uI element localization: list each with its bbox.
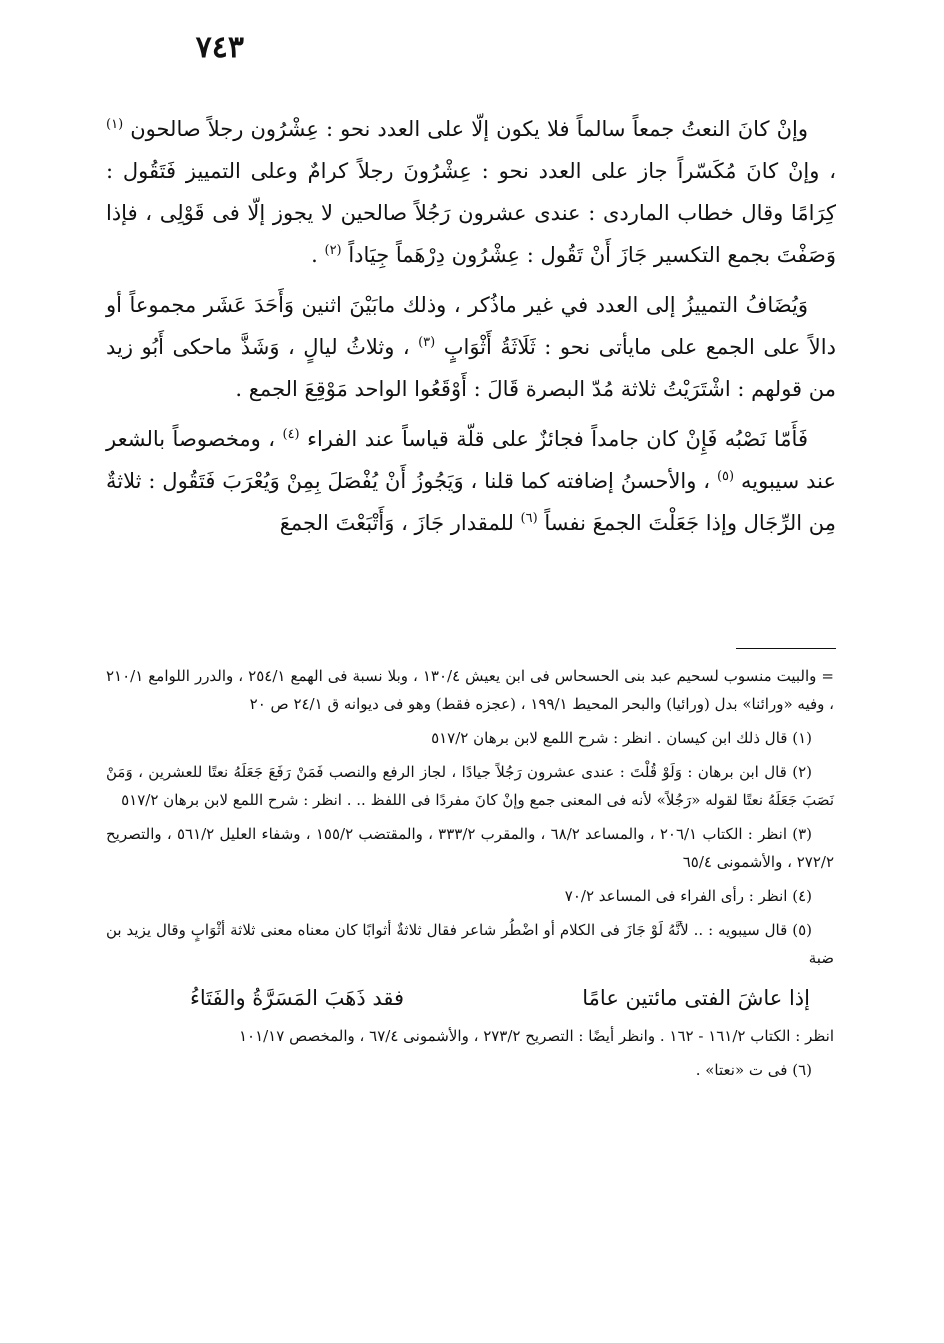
footnote-continuation: = والبيت منسوب لسحيم عبد بنى الحسحاس فى ابن يعيش ١٣٠/٤ ، وبلا نسبة فى الهمع ٢٥٤/١ ، والدرر اللوامع ٢١٠/١ ، وفيه «ورائنا» بدل (ورائيا) والبحر المحيط ١٩٩/١ ، (عجزه فقط) وهو فى ديوانه ق ٢٤/١ ص ٢٠	[106, 667, 834, 713]
paragraph-3-text-cont2: ، والأحسنُ إضافته كما قلنا ، وَيَجُوزُ أَنْ يُفْصَلَ بِمِنْ وَيُعْرَبَ فَتَقُول : ثلاثةٌ مِن الرِّجَال وإذا جَعَلْتَ الجمعَ نفساً	[106, 469, 836, 535]
footnote-ref-2: (٢)	[324, 243, 342, 258]
poetry-verse	[190, 978, 810, 1018]
verse-second-hemistich: فقد ذَهَبَ المَسَرَّةُ والفَتَاءُ	[190, 986, 405, 1010]
footnote-ref-3: (٣)	[418, 335, 436, 350]
verse-first-hemistich: إذا عاشَ الفتى مائتين عامًا	[582, 986, 810, 1010]
paragraph-3-text-cont: ، ومخصوصاً بالشعر عند سيبويه	[106, 427, 836, 493]
paragraph-1-text: وإنْ كانَ النعتُ جمعاً سالماً فلا يكون إلّا على العدد نحو : عِشْرُون رجلاً صالحون	[130, 117, 808, 141]
footnote-ref-1: (١)	[106, 117, 124, 132]
paragraph-1	[106, 108, 836, 276]
paragraph-3-text-cont3: للمقدار جَازَ ، وَأَتْبَعْتَ الجمعَ	[279, 511, 514, 535]
paragraph-2	[106, 284, 836, 410]
footnote-2: (٢) قال ابن برهان : وَلَوْ قُلْتَ : عندى عشرون رَجُلاً جيادًا ، لجاز الرفع والنصب فَمَنْ رَفَعَ جَعَلَهُ نعتًا للعشرين ، وَمَنْ نَصَبَ جَعَلَهُ نعتًا لقوله «رَجُلاً» لأنه فى المعنى جمع وإنْ كانَ مفردًا فى اللفظ .. . انظر : شرح اللمع لابن برهان ٥١٧/٢	[106, 763, 834, 809]
paragraph-2-text: وَيُضَافُ التمييزُ إلى العدد في غير ماذُكر ، وذلك مابَيْنَ اثنين وَأَحَدَ عَشَر مجموعاً أو دالاً على الجمع على مايأتى نحو : ثَلَاثَةُ أَثْوَابٍ	[106, 293, 836, 359]
footnote-5: (٥) قال سيبويه : .. لأنَّهُ لَوْ جَازَ فى الكلام أو اضْطُر شاعر فقال ثلاثةٌ أثوابًا كان معناه معنى ثلاثة أثْوَابٍ وقال يزيد بن ضبة	[106, 921, 834, 967]
footnote-3: (٣) انظر : الكتاب ٢٠٦/١ ، والمساعد ٦٨/٢ ، والمقرب ٣٣٣/٢ ، والمقتضب ١٥٥/٢ ، وشفاء العليل ٥٦١/٢ ، والتصريح ٢٧٢/٢ ، والأشمونى ٦٥/٤	[106, 825, 834, 871]
footnote-5-sources: انظر : الكتاب ١٦١/٢ - ١٦٢ . وانظر أيضًا : التصريح ٢٧٣/٢ ، والأشمونى ٦٧/٤ ، والمخصص ١٠١/١٧	[238, 1027, 834, 1045]
footnote-1: (١) قال ذلك ابن كيسان . انظر : شرح اللمع لابن برهان ٥١٧/٢	[431, 729, 812, 747]
paragraph-2-text-cont: ، وثلاثُ ليالٍ ، وَشَذَّ ماحكى أَبُو زيد من قولهم : اشْتَرَيْتُ ثلاثة مُدّ البصرة قَالَ : أَوْقَعُوا الواحد مَوْقِعَ الجمع .	[106, 335, 836, 401]
paragraph-3	[106, 418, 836, 544]
main-text	[106, 108, 836, 552]
footnote-4: (٤) انظر : رأى الفراء فى المساعد ٧٠/٢	[564, 887, 812, 905]
footnote-divider	[736, 648, 836, 649]
footnote-6: (٦) فى ت «نعتا» .	[695, 1061, 812, 1079]
paragraph-1-end: .	[311, 243, 318, 267]
page-number: ٧٤٣	[195, 30, 244, 65]
footnote-ref-4: (٤)	[282, 427, 300, 442]
footnotes-section	[106, 662, 834, 1090]
footnote-ref-5: (٥)	[716, 469, 735, 484]
paragraph-3-text: فَأَمّا نَصْبُه فَإِنْ كان جامداً فجائزٌ على قلّة قياساً عند الفراء	[307, 427, 808, 451]
paragraph-1-text-cont: ، وإنْ كانَ مُكَسّراً جاز على العدد نحو : عِشْرُونَ رجلاً كرامٌ وعلى التمييز فَتَقُول : كِرَامًا وقال خطاب الماردى : عندى عشرون رَجُلاً صالحين لا يجوز إلّا فى قَوْلِى ، فإذا وَصَفْتَ بجمع التكسير جَازَ أَنْ تَقُول : عِشْرُون دِرْهَماً جِيَاداً	[106, 159, 836, 267]
footnote-ref-6: (٦)	[520, 511, 538, 526]
